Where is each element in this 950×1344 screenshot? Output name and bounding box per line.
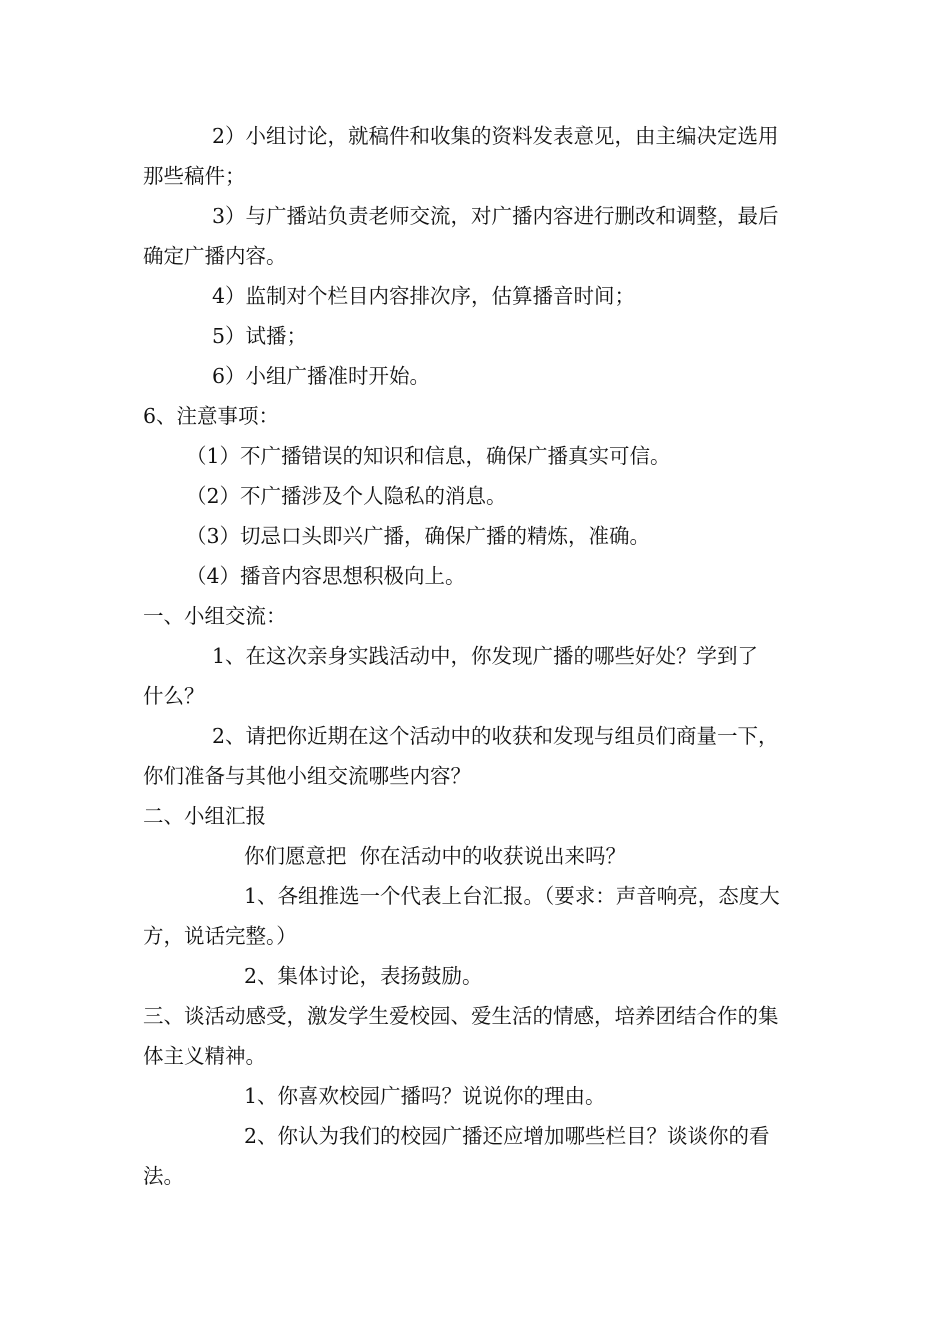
text-line-9: （1）不广播错误的知识和信息，确保广播真实可信。 <box>186 444 671 468</box>
text-line-27: 法。 <box>143 1164 184 1188</box>
text-line-14: 1、在这次亲身实践活动中，你发现广播的哪些好处？学到了 <box>212 644 759 668</box>
text-line-25: 1、你喜欢校园广播吗？说说你的理由。 <box>244 1084 606 1108</box>
text-line-19: 你们愿意把 你在活动中的收获说出来吗？ <box>244 844 627 868</box>
text-line-17: 你们准备与其他小组交流哪些内容？ <box>143 764 471 788</box>
section-heading-group-exchange: 一、小组交流： <box>143 604 287 628</box>
text-line-22: 2、集体讨论，表扬鼓励。 <box>244 964 483 988</box>
text-line-11: （3）切忌口头即兴广播，确保广播的精炼，准确。 <box>186 524 651 548</box>
text-line-21: 方，说话完整。） <box>143 924 297 948</box>
text-line-12: （4）播音内容思想积极向上。 <box>186 564 466 588</box>
text-line-4: 确定广播内容。 <box>143 244 287 268</box>
text-line-5: 4）监制对个栏目内容排次序，估算播音时间； <box>212 284 636 308</box>
section-heading-group-report: 二、小组汇报 <box>143 804 266 828</box>
text-line-3: 3）与广播站负责老师交流，对广播内容进行删改和调整，最后 <box>212 204 779 228</box>
text-line-26: 2、你认为我们的校园广播还应增加哪些栏目？谈谈你的看 <box>244 1124 770 1148</box>
text-line-1: 2）小组讨论，就稿件和收集的资料发表意见，由主编决定选用 <box>212 124 779 148</box>
text-line-15: 什么？ <box>143 684 205 708</box>
text-line-6: 5）试播； <box>212 324 308 348</box>
section-heading-notes: 6、注意事项： <box>143 404 280 428</box>
text-line-20: 1、各组推选一个代表上台汇报。（要求：声音响亮，态度大 <box>244 884 780 908</box>
text-line-7: 6）小组广播准时开始。 <box>212 364 431 388</box>
text-line-10: （2）不广播涉及个人隐私的消息。 <box>186 484 507 508</box>
text-line-24: 体主义精神。 <box>143 1044 266 1068</box>
text-line-2: 那些稿件； <box>143 164 246 188</box>
section-heading-activity-feelings: 三、谈活动感受，激发学生爱校园、爱生活的情感，培养团结合作的集 <box>143 1004 779 1028</box>
text-line-16: 2、请把你近期在这个活动中的收获和发现与组员们商量一下， <box>212 724 779 748</box>
